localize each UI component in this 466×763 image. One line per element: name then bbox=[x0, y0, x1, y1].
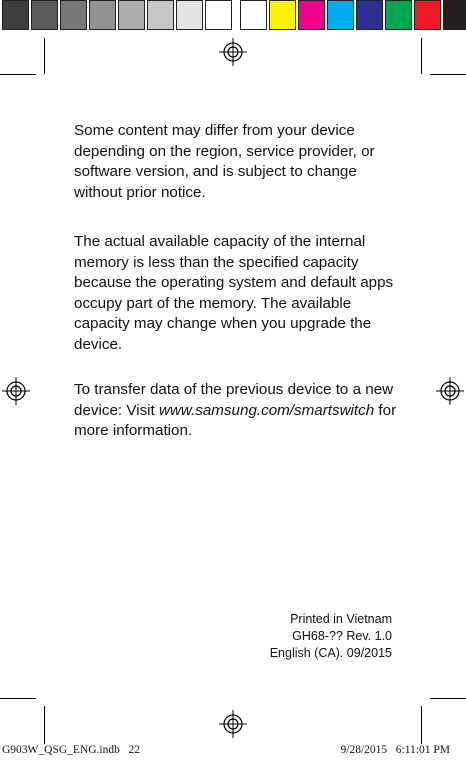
paragraph-text: The actual available capacity of the internal memory is less than the specified capacity because the operating system and default apps occupy part of the memory. The available capacity may change when you upgrade the device. bbox=[74, 233, 394, 353]
color-swatch bbox=[327, 0, 354, 30]
crop-mark-bottom-left-h bbox=[0, 698, 36, 699]
smart-switch-notice bbox=[74, 380, 398, 442]
registration-mark-top-icon bbox=[219, 38, 247, 66]
content-change-notice bbox=[74, 121, 398, 203]
crop-mark-top-left-v bbox=[44, 38, 45, 74]
paragraph-prefix: To transfer data of the previous device to a new device: Visit bbox=[74, 381, 394, 419]
language-date-text: English (CA). 09/2015 bbox=[269, 646, 392, 660]
color-swatch bbox=[147, 0, 174, 30]
timestamp-slug: 9/28/2015 6:11:01 PM bbox=[340, 744, 450, 756]
color-swatch bbox=[31, 0, 58, 30]
crop-mark-top-right-h bbox=[430, 74, 466, 75]
color-swatch bbox=[356, 0, 383, 30]
crop-mark-top-right-v bbox=[421, 38, 422, 74]
color-swatch bbox=[240, 0, 267, 30]
paragraph-text: Some content may differ from your device depending on the region, service provider, or software version, and is subject to change without prior notice. bbox=[74, 122, 375, 201]
memory-capacity-notice bbox=[74, 232, 398, 355]
crop-mark-bottom-left-v bbox=[44, 706, 45, 744]
color-swatch bbox=[89, 0, 116, 30]
registration-mark-right-icon bbox=[436, 377, 464, 405]
part-number-text: GH68-?? Rev. 1.0 bbox=[292, 629, 392, 643]
smartswitch-link[interactable]: www.samsung.com/smartswitch bbox=[158, 401, 375, 419]
crop-mark-bottom-right-v bbox=[421, 706, 422, 744]
registration-mark-left-icon bbox=[2, 377, 30, 405]
color-swatch bbox=[60, 0, 87, 30]
color-swatch bbox=[2, 0, 29, 30]
paragraph-text bbox=[74, 380, 398, 442]
color-swatch bbox=[176, 0, 203, 30]
file-slug: G903W_QSG_ENG.indb 22 bbox=[2, 744, 140, 756]
registration-mark-bottom-icon bbox=[219, 710, 247, 738]
color-swatch bbox=[269, 0, 296, 30]
color-swatch bbox=[414, 0, 441, 30]
printed-in-text: Printed in Vietnam bbox=[290, 612, 392, 626]
crop-mark-bottom-right-h bbox=[430, 698, 466, 699]
color-swatch bbox=[385, 0, 412, 30]
color-swatch bbox=[298, 0, 325, 30]
color-swatch bbox=[205, 0, 232, 30]
paragraph-suffix: for more information. bbox=[74, 401, 397, 439]
color-swatch bbox=[118, 0, 145, 30]
color-swatch bbox=[443, 0, 466, 30]
print-imprint bbox=[270, 611, 392, 662]
crop-mark-top-left-h bbox=[0, 74, 36, 75]
